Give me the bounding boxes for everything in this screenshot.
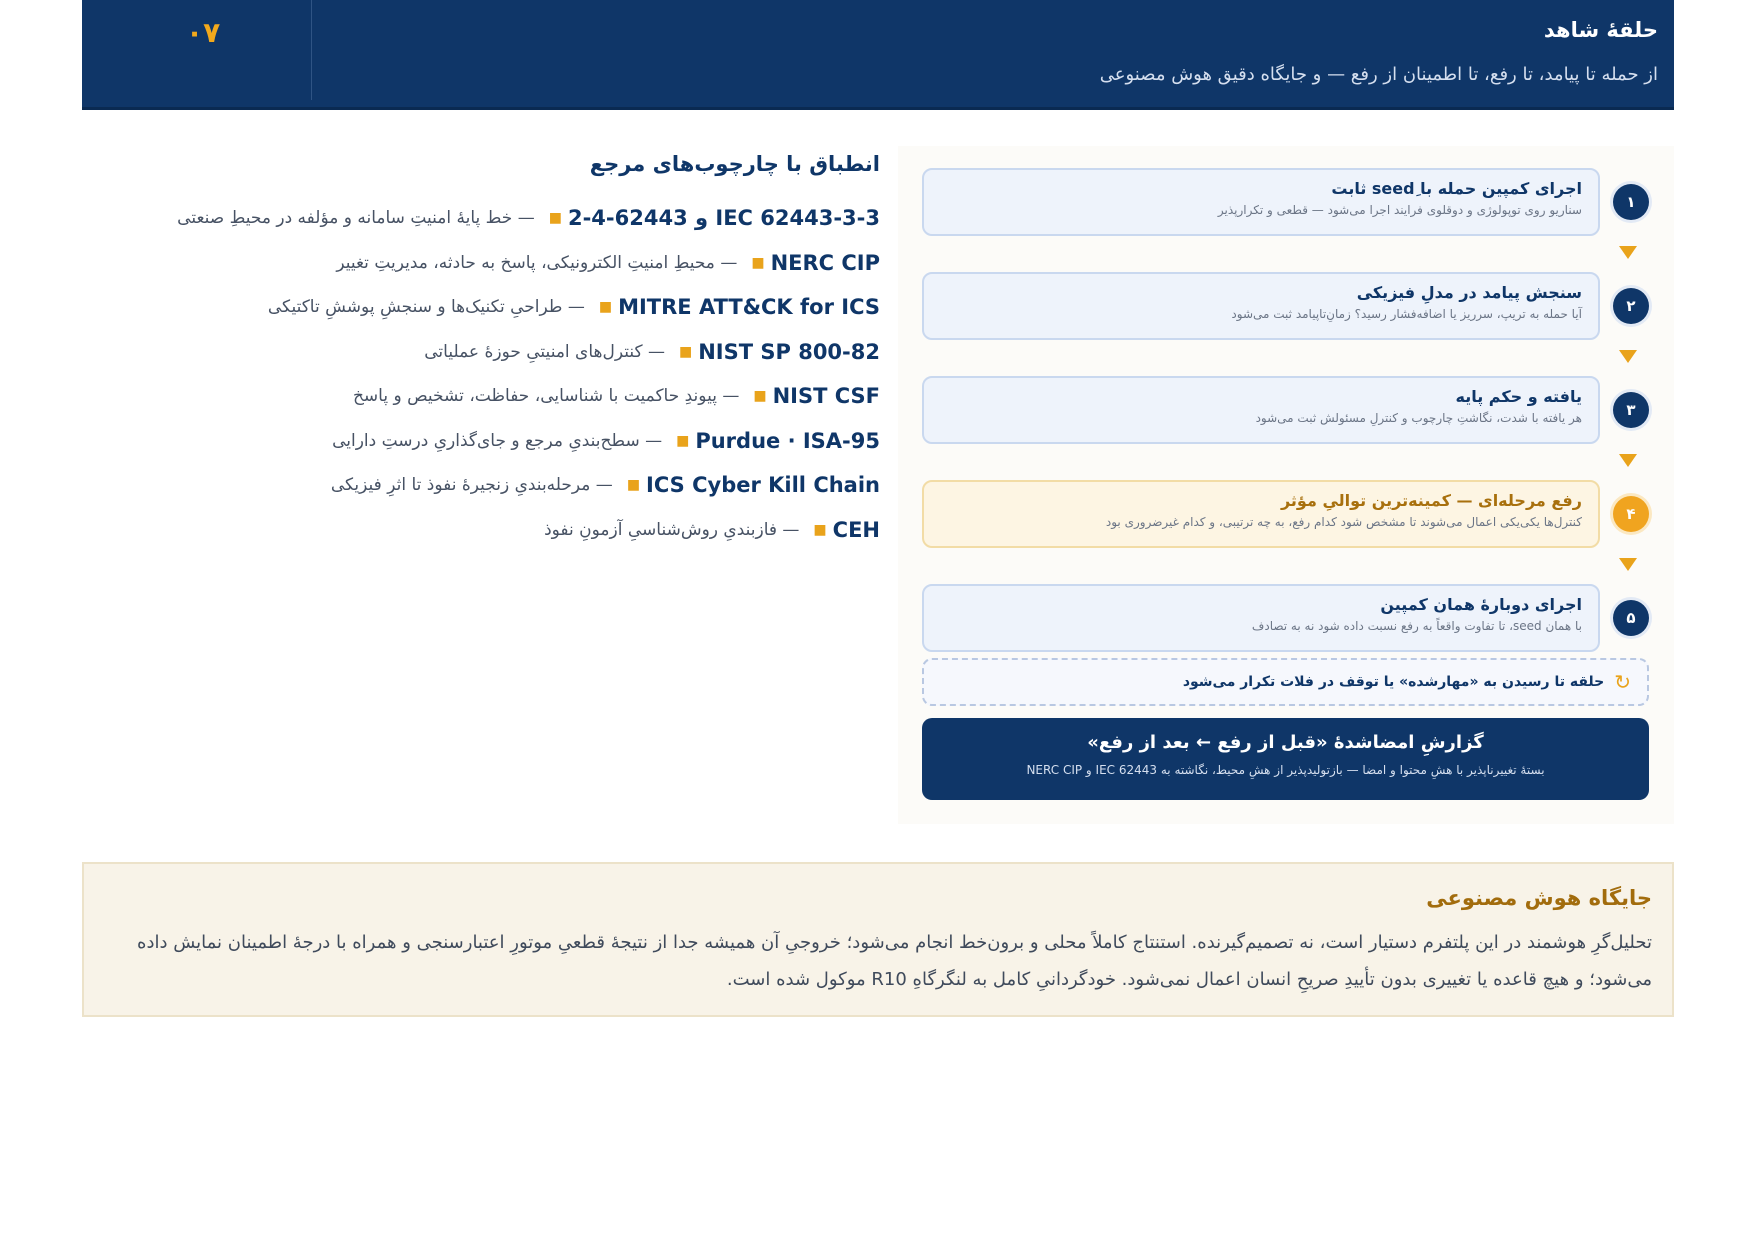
framework-desc: — محیطِ امنیتِ الکترونیکی، پاسخ به حادثه، مدیریتِ تغییر xyxy=(336,252,738,273)
framework-desc: — فازبندیِ روش‌شناسیِ آزمونِ نفوذ xyxy=(544,519,800,540)
ai-role-box xyxy=(82,862,1674,1017)
step-card xyxy=(922,168,1600,236)
framework-desc: — کنترل‌های امنیتیِ حوزهٔ عملیاتی xyxy=(424,341,665,362)
list-item xyxy=(160,419,880,464)
bullet-icon: ■ xyxy=(676,432,690,449)
framework-desc: — خط پایهٔ امنیتِ سامانه و مؤلفه در محیطِ صنعتی xyxy=(177,208,535,229)
step-title: سنجش پیامد در مدلِ فیزیکی xyxy=(1356,283,1582,302)
step-desc: سناریو روی توپولوژی و دوقلوی فرایند اجرا می‌شود — قطعی و تکرارپذیر xyxy=(1217,203,1582,217)
ai-role-title: جایگاه هوش مصنوعی xyxy=(1426,886,1652,910)
step-card xyxy=(922,376,1600,444)
step-title: اجرای کمپین حمله با seedِ ثابت xyxy=(1331,179,1582,198)
step-desc: هر یافته با شدت، نگاشتِ چارچوب و کنترلِ مسئولش ثبت می‌شود xyxy=(1255,411,1582,425)
list-item xyxy=(160,330,880,375)
loop-note xyxy=(922,658,1649,706)
header-band xyxy=(82,0,1674,110)
step-title: اجرای دوبارهٔ همان کمپین xyxy=(1380,595,1582,614)
loop-text: حلقه تا رسیدن به «مهارشده» یا توقف در فلات تکرار می‌شود xyxy=(1182,674,1605,690)
report-subtitle: بستهٔ تغییرناپذیر با هشِ محتوا و امضا — بازتولیدپذیر از هشِ محیط، نگاشته به IEC 62443 و NERC CIP xyxy=(1026,763,1545,777)
page-number: ۰۷ xyxy=(82,0,312,100)
step-card xyxy=(922,584,1600,652)
refresh-icon: ↻ xyxy=(1614,670,1631,694)
signed-report-box xyxy=(922,718,1649,800)
arrow-down-icon xyxy=(1619,246,1637,259)
ai-role-text: تحلیل‌گرِ هوشمند در این پلتفرم دستیار است، نه تصمیم‌گیرنده. استنتاج کاملاً محلی و برون‌خط انجام می‌شود؛ خروجیِ آن همیشه جدا از نتیجهٔ قطعیِ موتورِ اعتبارسنجی و همراه با درجهٔ اطمینان نمایش داده می‌شود؛ و هیچ قاعده یا تغییری بدون تأییدِ صریحِ انسان اعمال نمی‌شود. خودگردانیِ کامل به لنگرگاهِ R10 موکول شده است. xyxy=(137,932,1652,990)
frameworks-list xyxy=(160,196,880,552)
step-number-badge: ۱ xyxy=(1613,184,1649,220)
framework-name: CEH xyxy=(832,517,880,542)
page-title: حلقهٔ شاهد xyxy=(1543,18,1658,42)
arrow-down-icon xyxy=(1619,558,1637,571)
step-number-badge: ۲ xyxy=(1613,288,1649,324)
list-item xyxy=(160,463,880,508)
step-title: یافته و حکم پایه xyxy=(1455,387,1582,406)
framework-desc: — طراحیِ تکنیک‌ها و سنجشِ پوششِ تاکتیکی xyxy=(267,297,585,318)
framework-name: ICS Cyber Kill Chain xyxy=(646,473,880,498)
step-number-badge: ۵ xyxy=(1613,600,1649,636)
framework-desc: — مرحله‌بندیِ زنجیرهٔ نفوذ تا اثرِ فیزیکی xyxy=(330,475,613,496)
list-item xyxy=(160,196,880,241)
frameworks-title: انطباق با چارچوب‌های مرجع xyxy=(589,152,880,176)
bullet-icon: ■ xyxy=(753,388,767,405)
framework-name: NERC CIP xyxy=(770,250,880,275)
bullet-icon: ■ xyxy=(598,299,613,316)
list-item xyxy=(160,285,880,330)
framework-desc: — پیوندِ حاکمیت با شناسایی، حفاظت، تشخیص و پاسخ xyxy=(352,386,740,407)
framework-name: NIST CSF xyxy=(772,384,880,409)
page-subtitle: از حمله تا پیامد، تا رفع، تا اطمینان از رفع — و جایگاه دقیق هوش مصنوعی xyxy=(1099,64,1658,85)
report-title: گزارشِ امضاشدهٔ «قبل از رفع ← بعد از رفع» xyxy=(1087,732,1484,753)
step-number-badge: ۴ xyxy=(1613,496,1649,532)
arrow-down-icon xyxy=(1619,350,1637,363)
framework-name: MITRE ATT&CK for ICS xyxy=(618,295,880,320)
step-number-badge: ۳ xyxy=(1613,392,1649,428)
bullet-icon: ■ xyxy=(626,477,641,494)
step-card xyxy=(922,272,1600,340)
framework-name: NIST SP 800-82 xyxy=(698,339,880,364)
framework-name: IEC 62443-3-3 و 62443-4-2 xyxy=(567,206,880,231)
step-desc: کنترل‌ها یکی‌یکی اعمال می‌شوند تا مشخص شود کدام رفع، به چه ترتیبی، و کدام غیرضروری بود xyxy=(1105,515,1582,529)
bullet-icon: ■ xyxy=(679,343,693,360)
step-desc: آیا حمله به تریپ، سرریز یا اضافه‌فشار رسید؟ زمانِ‌تاپیامد ثبت می‌شود xyxy=(1231,307,1582,321)
list-item xyxy=(160,241,880,286)
arrow-down-icon xyxy=(1619,454,1637,467)
loop-steps-panel xyxy=(898,146,1674,824)
list-item xyxy=(160,374,880,419)
framework-name: Purdue · ISA-95 xyxy=(695,428,880,453)
list-item xyxy=(160,508,880,553)
framework-desc: — سطح‌بندیِ مرجع و جای‌گذاریِ درستِ دارایی xyxy=(332,430,663,451)
bullet-icon: ■ xyxy=(813,521,827,538)
step-title: رفع مرحله‌ای — کمینه‌ترین توالیِ مؤثر xyxy=(1280,491,1582,510)
step-desc: با همان seed، تا تفاوت واقعاً به رفع نسبت داده شود نه به تصادف xyxy=(1251,619,1582,633)
bullet-icon: ■ xyxy=(548,210,562,227)
bullet-icon: ■ xyxy=(751,254,765,271)
step-card-highlight xyxy=(922,480,1600,548)
